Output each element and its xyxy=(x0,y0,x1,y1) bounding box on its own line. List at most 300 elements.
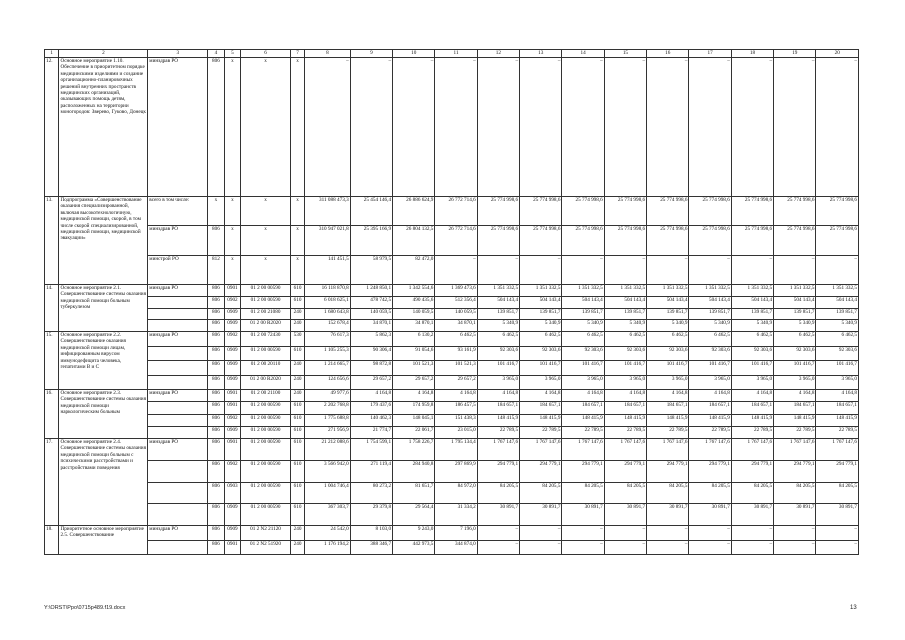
amount-cell: 25 774 998,6 xyxy=(731,197,773,226)
executor-cell: минстрой РО xyxy=(148,255,208,284)
code-cell: 806 xyxy=(208,308,225,320)
amount-cell: 1 767 147,6 xyxy=(689,439,731,461)
executor-cell xyxy=(148,346,208,361)
amount-cell: 30 891,7 xyxy=(731,504,773,526)
amount-cell: 297 869,9 xyxy=(435,460,477,482)
amount-cell: – xyxy=(604,255,646,284)
amount-cell: 271 956,9 xyxy=(305,426,350,438)
code-cell: 0909 xyxy=(224,346,241,361)
amount-cell: 98 872,8 xyxy=(350,361,392,376)
code-cell: 01 2 00 00590 xyxy=(241,402,291,414)
amount-cell: 7 196,0 xyxy=(435,526,477,541)
table-row xyxy=(45,390,859,402)
code-cell: 806 xyxy=(208,439,225,461)
amount-cell: 4 164,8 xyxy=(604,390,646,402)
column-number: 3 xyxy=(148,50,208,58)
amount-cell: 25 774 998,6 xyxy=(816,197,859,226)
amount-cell: 26 804 132,5 xyxy=(393,226,435,255)
amount-cell: 6 462,5 xyxy=(520,332,562,347)
amount-cell: 6 462,5 xyxy=(816,332,859,347)
measure-name: Приоритетное основное мероприятие 2.5. Совершенствование xyxy=(59,526,148,555)
column-number: 19 xyxy=(774,50,816,58)
code-cell: 240 xyxy=(290,375,304,390)
amount-cell: 22 789,5 xyxy=(689,426,731,438)
executor-cell xyxy=(148,296,208,308)
column-number: 8 xyxy=(305,50,350,58)
amount-cell: 6 462,5 xyxy=(647,332,689,347)
executor-cell xyxy=(148,482,208,504)
amount-cell: 101 416,7 xyxy=(816,361,859,376)
code-cell: 0909 xyxy=(224,361,241,376)
amount-cell: 6 462,5 xyxy=(689,332,731,347)
amount-cell: – xyxy=(816,526,859,541)
amount-cell: 3 965,0 xyxy=(647,375,689,390)
code-cell: 0902 xyxy=(224,332,241,347)
amount-cell: 90 306,4 xyxy=(350,346,392,361)
amount-cell: 294 779,1 xyxy=(520,460,562,482)
amount-cell: 344 874,0 xyxy=(435,540,477,555)
amount-cell: 152 678,4 xyxy=(305,320,350,332)
amount-cell: 25 774 998,6 xyxy=(816,226,859,255)
amount-cell: 81 651,7 xyxy=(393,482,435,504)
executor-cell: минздрав РО xyxy=(148,526,208,541)
amount-cell: 1 767 147,6 xyxy=(816,439,859,461)
amount-cell: – xyxy=(774,526,816,541)
code-cell: 610 xyxy=(290,482,304,504)
amount-cell: – xyxy=(774,58,816,197)
amount-cell: 140 059,5 xyxy=(435,308,477,320)
code-cell: 01 2 N2 21120 xyxy=(241,526,291,541)
amount-cell: 1 248 850,1 xyxy=(350,285,392,297)
row-number: 17. xyxy=(45,439,59,526)
code-cell: х xyxy=(241,255,291,284)
amount-cell: 34 870,1 xyxy=(393,320,435,332)
code-cell: 01 2 N2 51920 xyxy=(241,540,291,555)
code-cell: 01 2 00 72430 xyxy=(241,332,291,347)
amount-cell: 5 340,9 xyxy=(774,320,816,332)
amount-cell: 1 351 332,5 xyxy=(731,285,773,297)
amount-cell: 1 767 147,6 xyxy=(520,439,562,461)
code-cell: х xyxy=(224,197,241,226)
amount-cell: 139 851,7 xyxy=(731,308,773,320)
amount-cell: 4 164,8 xyxy=(647,390,689,402)
code-cell: 0909 xyxy=(224,526,241,541)
amount-cell: 1 767 147,6 xyxy=(562,439,604,461)
amount-cell: 310 947 021,8 xyxy=(305,226,350,255)
amount-cell: 5 340,9 xyxy=(604,320,646,332)
amount-cell: 294 779,1 xyxy=(647,460,689,482)
code-cell: 01 2 00 00590 xyxy=(241,439,291,461)
measure-name: Основное мероприятие 2.3. Совершенствование системы оказания медицинской помощи наркологическим больным xyxy=(59,390,148,439)
amount-cell: 1 767 147,6 xyxy=(774,439,816,461)
amount-cell: 26 772 714,6 xyxy=(435,226,477,255)
amount-cell: 184 657,1 xyxy=(520,402,562,414)
amount-cell: 101 416,7 xyxy=(647,361,689,376)
amount-cell: 140 462,3 xyxy=(350,414,392,426)
amount-cell: 29 657,2 xyxy=(393,375,435,390)
amount-cell: 504 143,4 xyxy=(816,296,859,308)
amount-cell: 294 779,1 xyxy=(774,460,816,482)
table-row xyxy=(45,332,859,347)
amount-cell: 1 351 332,5 xyxy=(774,285,816,297)
amount-cell: 3 965,0 xyxy=(731,375,773,390)
code-cell: 0909 xyxy=(224,504,241,526)
code-cell: х xyxy=(241,58,291,197)
executor-cell: минздрав РО xyxy=(148,285,208,297)
amount-cell: 101 416,7 xyxy=(689,361,731,376)
code-cell: 812 xyxy=(208,255,225,284)
amount-cell: – xyxy=(435,255,477,284)
amount-cell: 1 342 554,6 xyxy=(393,285,435,297)
amount-cell: 141 451,5 xyxy=(305,255,350,284)
amount-cell: – xyxy=(350,58,392,197)
code-cell: х xyxy=(290,197,304,226)
amount-cell: – xyxy=(689,255,731,284)
code-cell: 610 xyxy=(290,285,304,297)
code-cell: 0902 xyxy=(224,296,241,308)
amount-cell: 101 416,7 xyxy=(604,361,646,376)
code-cell: 610 xyxy=(290,504,304,526)
amount-cell: – xyxy=(562,255,604,284)
amount-cell: – xyxy=(647,540,689,555)
amount-cell: 139 851,7 xyxy=(689,308,731,320)
code-cell: 0909 xyxy=(224,375,241,390)
amount-cell: 30 891,7 xyxy=(604,504,646,526)
column-number: 20 xyxy=(816,50,859,58)
code-cell: 610 xyxy=(290,296,304,308)
table-row xyxy=(45,375,859,390)
table-row xyxy=(45,226,859,255)
code-cell: 0901 xyxy=(224,439,241,461)
amount-cell: 26 886 624,9 xyxy=(393,197,435,226)
code-cell: 01 2 00 21080 xyxy=(241,308,291,320)
amount-cell: – xyxy=(435,58,477,197)
table-row xyxy=(45,197,859,226)
code-cell: 806 xyxy=(208,58,225,197)
column-number: 1 xyxy=(45,50,59,58)
amount-cell: 1 105 255,3 xyxy=(305,346,350,361)
amount-cell: 92 303,6 xyxy=(604,346,646,361)
code-cell: 240 xyxy=(290,308,304,320)
amount-cell: 84 205,5 xyxy=(562,482,604,504)
document-page xyxy=(44,49,859,555)
amount-cell: 140 059,5 xyxy=(350,308,392,320)
amount-cell: 101 521,3 xyxy=(393,361,435,376)
column-number: 17 xyxy=(689,50,731,58)
amount-cell: 22 789,5 xyxy=(647,426,689,438)
amount-cell: 1 767 147,6 xyxy=(647,439,689,461)
column-number: 7 xyxy=(290,50,304,58)
amount-cell: 3 965,0 xyxy=(774,375,816,390)
column-number: 6 xyxy=(241,50,291,58)
amount-cell: 148 415,9 xyxy=(731,414,773,426)
amount-cell: 6 018 625,1 xyxy=(305,296,350,308)
amount-cell: 294 779,1 xyxy=(477,460,519,482)
amount-cell: 367 303,7 xyxy=(305,504,350,526)
amount-cell: 184 657,1 xyxy=(647,402,689,414)
amount-cell: 148 415,9 xyxy=(477,414,519,426)
amount-cell: 512 356,4 xyxy=(435,296,477,308)
executor-cell xyxy=(148,402,208,414)
code-cell: 240 xyxy=(290,540,304,555)
amount-cell: 25 774 998,6 xyxy=(774,226,816,255)
code-cell: 806 xyxy=(208,482,225,504)
amount-cell: – xyxy=(647,526,689,541)
code-cell: х xyxy=(224,255,241,284)
code-cell: 240 xyxy=(290,390,304,402)
executor-cell xyxy=(148,375,208,390)
amount-cell: 25 454 146,4 xyxy=(350,197,392,226)
code-cell: х xyxy=(208,197,225,226)
measure-name: Основное мероприятие 1.10. Обеспечение в приоритетном порядке медицинскими изделиями и создание организационно-планировочных решений внутренних пространств медицинских организаций, оказывающих помощь детям, расположенных на территории моногородов: Зверево, Гуково, Донецк xyxy=(59,58,148,197)
table-row xyxy=(45,58,859,197)
amount-cell: 22 789,5 xyxy=(731,426,773,438)
table-row xyxy=(45,346,859,361)
executor-cell xyxy=(148,361,208,376)
amount-cell: 139 851,7 xyxy=(477,308,519,320)
amount-cell: 84 205,5 xyxy=(689,482,731,504)
amount-cell: 504 143,4 xyxy=(477,296,519,308)
amount-cell: 139 851,7 xyxy=(647,308,689,320)
code-cell: 01 2 00 00590 xyxy=(241,414,291,426)
amount-cell: 294 779,1 xyxy=(604,460,646,482)
code-cell: х xyxy=(224,58,241,197)
amount-cell: 1 351 332,5 xyxy=(520,285,562,297)
amount-cell: 25 774 998,6 xyxy=(774,197,816,226)
amount-cell: 148 045,1 xyxy=(393,414,435,426)
amount-cell: 388 346,7 xyxy=(350,540,392,555)
amount-cell: 34 870,1 xyxy=(435,320,477,332)
code-cell: 0909 xyxy=(224,426,241,438)
code-cell: 0901 xyxy=(224,285,241,297)
amount-cell: 58 979,5 xyxy=(350,255,392,284)
amount-cell: 84 205,5 xyxy=(520,482,562,504)
amount-cell: 4 164,8 xyxy=(562,390,604,402)
table-row xyxy=(45,361,859,376)
amount-cell: 148 415,9 xyxy=(647,414,689,426)
amount-cell: 30 891,7 xyxy=(816,504,859,526)
amount-cell: 148 415,9 xyxy=(774,414,816,426)
code-cell: 806 xyxy=(208,402,225,414)
amount-cell: 184 657,1 xyxy=(562,402,604,414)
code-cell: 0901 xyxy=(224,390,241,402)
measure-name: Основное мероприятие 2.2. Совершенствование оказания медицинской помощи лицам, инфицированным вирусом иммунодефицита человека, гепатитами B и C xyxy=(59,332,148,390)
row-number: 12. xyxy=(45,58,59,197)
amount-cell: – xyxy=(816,540,859,555)
amount-cell: 4 164,8 xyxy=(435,390,477,402)
amount-cell: – xyxy=(774,540,816,555)
amount-cell: – xyxy=(816,255,859,284)
amount-cell: – xyxy=(647,58,689,197)
amount-cell: 1 351 332,5 xyxy=(816,285,859,297)
amount-cell: – xyxy=(604,540,646,555)
executor-cell: всего в том числе: xyxy=(148,197,208,226)
amount-cell: 5 340,9 xyxy=(647,320,689,332)
amount-cell: 184 657,1 xyxy=(774,402,816,414)
amount-cell: 1 795 134,4 xyxy=(435,439,477,461)
amount-cell: – xyxy=(562,540,604,555)
amount-cell: 16 118 870,8 xyxy=(305,285,350,297)
table-row xyxy=(45,414,859,426)
code-cell: 240 xyxy=(290,526,304,541)
measure-name: Основное мероприятие 2.4. Совершенствование системы оказания медицинской помощи больным с психическими расстройствами и расстройствами поведения xyxy=(59,439,148,526)
amount-cell: 148 415,9 xyxy=(604,414,646,426)
executor-cell: минздрав РО xyxy=(148,58,208,197)
amount-cell: 4 164,8 xyxy=(393,390,435,402)
amount-cell: 84 205,5 xyxy=(477,482,519,504)
table-row xyxy=(45,402,859,414)
amount-cell: 31 334,2 xyxy=(435,504,477,526)
amount-cell: 29 657,2 xyxy=(350,375,392,390)
amount-cell: 148 415,9 xyxy=(520,414,562,426)
amount-cell: 22 789,5 xyxy=(604,426,646,438)
amount-cell: 1 767 147,6 xyxy=(731,439,773,461)
amount-cell: 6 130,2 xyxy=(393,332,435,347)
amount-cell: – xyxy=(774,255,816,284)
amount-cell: 22 789,5 xyxy=(477,426,519,438)
amount-cell: 186 457,5 xyxy=(435,402,477,414)
amount-cell: 92 303,6 xyxy=(816,346,859,361)
executor-cell xyxy=(148,504,208,526)
amount-cell: 1 351 332,5 xyxy=(604,285,646,297)
executor-cell xyxy=(148,320,208,332)
amount-cell: 504 143,4 xyxy=(774,296,816,308)
table-row xyxy=(45,482,859,504)
amount-cell: 6 462,5 xyxy=(731,332,773,347)
table-row xyxy=(45,308,859,320)
executor-cell xyxy=(148,426,208,438)
amount-cell: 5 340,9 xyxy=(816,320,859,332)
amount-cell: – xyxy=(604,526,646,541)
amount-cell: 34 870,1 xyxy=(350,320,392,332)
amount-cell: 148 415,9 xyxy=(816,414,859,426)
amount-cell: 30 891,7 xyxy=(562,504,604,526)
amount-cell: 25 774 998,6 xyxy=(477,226,519,255)
code-cell: 01 2 00 00590 xyxy=(241,346,291,361)
code-cell: 240 xyxy=(290,320,304,332)
amount-cell: 5 340,9 xyxy=(562,320,604,332)
amount-cell: 504 143,4 xyxy=(731,296,773,308)
amount-cell: 442 973,5 xyxy=(393,540,435,555)
amount-cell: 84 205,5 xyxy=(731,482,773,504)
amount-cell: – xyxy=(520,540,562,555)
amount-cell: – xyxy=(305,58,350,197)
column-number: 11 xyxy=(435,50,477,58)
code-cell: 530 xyxy=(290,332,304,347)
amount-cell: 1 767 147,6 xyxy=(604,439,646,461)
amount-cell: 124 656,6 xyxy=(305,375,350,390)
column-number: 2 xyxy=(59,50,148,58)
amount-cell: 1 351 332,5 xyxy=(477,285,519,297)
column-number: 14 xyxy=(562,50,604,58)
amount-cell: 4 164,8 xyxy=(731,390,773,402)
code-cell: 01 2 00 00590 xyxy=(241,426,291,438)
column-number: 13 xyxy=(520,50,562,58)
code-cell: 610 xyxy=(290,460,304,482)
table-row xyxy=(45,439,859,461)
amount-cell: 1 767 147,6 xyxy=(477,439,519,461)
table-row xyxy=(45,285,859,297)
amount-cell: 5 340,9 xyxy=(520,320,562,332)
code-cell: 806 xyxy=(208,346,225,361)
amount-cell: – xyxy=(731,526,773,541)
amount-cell: 1 004 746,4 xyxy=(305,482,350,504)
amount-cell: 294 779,1 xyxy=(689,460,731,482)
amount-cell: 184 657,1 xyxy=(604,402,646,414)
executor-cell xyxy=(148,308,208,320)
amount-cell: 151 438,3 xyxy=(435,414,477,426)
amount-cell: 30 891,7 xyxy=(647,504,689,526)
page-number: 13 xyxy=(850,605,857,611)
table-row xyxy=(45,504,859,526)
amount-cell: – xyxy=(647,255,689,284)
table-row xyxy=(45,526,859,541)
amount-cell: – xyxy=(689,58,731,197)
amount-cell: – xyxy=(604,58,646,197)
amount-cell: 101 416,7 xyxy=(731,361,773,376)
amount-cell: 1 754 599,1 xyxy=(350,439,392,461)
amount-cell: 30 891,7 xyxy=(689,504,731,526)
amount-cell: 101 416,7 xyxy=(562,361,604,376)
amount-cell: 80 273,2 xyxy=(350,482,392,504)
code-cell: 01 2 00 20110 xyxy=(241,361,291,376)
measure-name: Основное мероприятие 2.1. Совершенствование системы оказания медицинской помощи больным туберкулезом xyxy=(59,285,148,332)
amount-cell: 184 657,1 xyxy=(731,402,773,414)
amount-cell: 1 369 473,6 xyxy=(435,285,477,297)
amount-cell: – xyxy=(562,58,604,197)
code-cell: 806 xyxy=(208,320,225,332)
code-cell: 0901 xyxy=(224,402,241,414)
executor-cell: минздрав РО xyxy=(148,439,208,461)
code-cell: 0909 xyxy=(224,308,241,320)
code-cell: 806 xyxy=(208,332,225,347)
code-cell: 0901 xyxy=(224,540,241,555)
amount-cell: 29 657,2 xyxy=(435,375,477,390)
code-cell: 01 2 00 00590 xyxy=(241,482,291,504)
amount-cell: 22 789,5 xyxy=(816,426,859,438)
amount-cell: – xyxy=(689,526,731,541)
file-path: Y:\ORST\Ppo\0715p489.f19.docx xyxy=(44,605,126,611)
amount-cell: 5 340,9 xyxy=(689,320,731,332)
header-row xyxy=(45,50,859,58)
code-cell: 01 2 00 00590 xyxy=(241,285,291,297)
amount-cell: 490 435,6 xyxy=(393,296,435,308)
amount-cell: 1 351 332,5 xyxy=(562,285,604,297)
table-row xyxy=(45,426,859,438)
budget-table xyxy=(44,49,859,555)
executor-cell xyxy=(148,460,208,482)
amount-cell: 478 742,5 xyxy=(350,296,392,308)
code-cell: 01 2 00 00590 xyxy=(241,460,291,482)
amount-cell: 1 680 643,8 xyxy=(305,308,350,320)
amount-cell: 25 774 998,6 xyxy=(604,226,646,255)
executor-cell xyxy=(148,540,208,555)
code-cell: 610 xyxy=(290,402,304,414)
amount-cell: 148 415,9 xyxy=(689,414,731,426)
column-number: 12 xyxy=(477,50,519,58)
amount-cell: 92 303,6 xyxy=(731,346,773,361)
amount-cell: 4 164,8 xyxy=(477,390,519,402)
amount-cell: 179 437,6 xyxy=(350,402,392,414)
amount-cell: 101 416,7 xyxy=(774,361,816,376)
table-row xyxy=(45,460,859,482)
amount-cell: 101 416,7 xyxy=(520,361,562,376)
row-number: 16. xyxy=(45,390,59,439)
table-row xyxy=(45,296,859,308)
code-cell: 806 xyxy=(208,390,225,402)
amount-cell: 139 851,7 xyxy=(816,308,859,320)
amount-cell: 140 059,5 xyxy=(393,308,435,320)
